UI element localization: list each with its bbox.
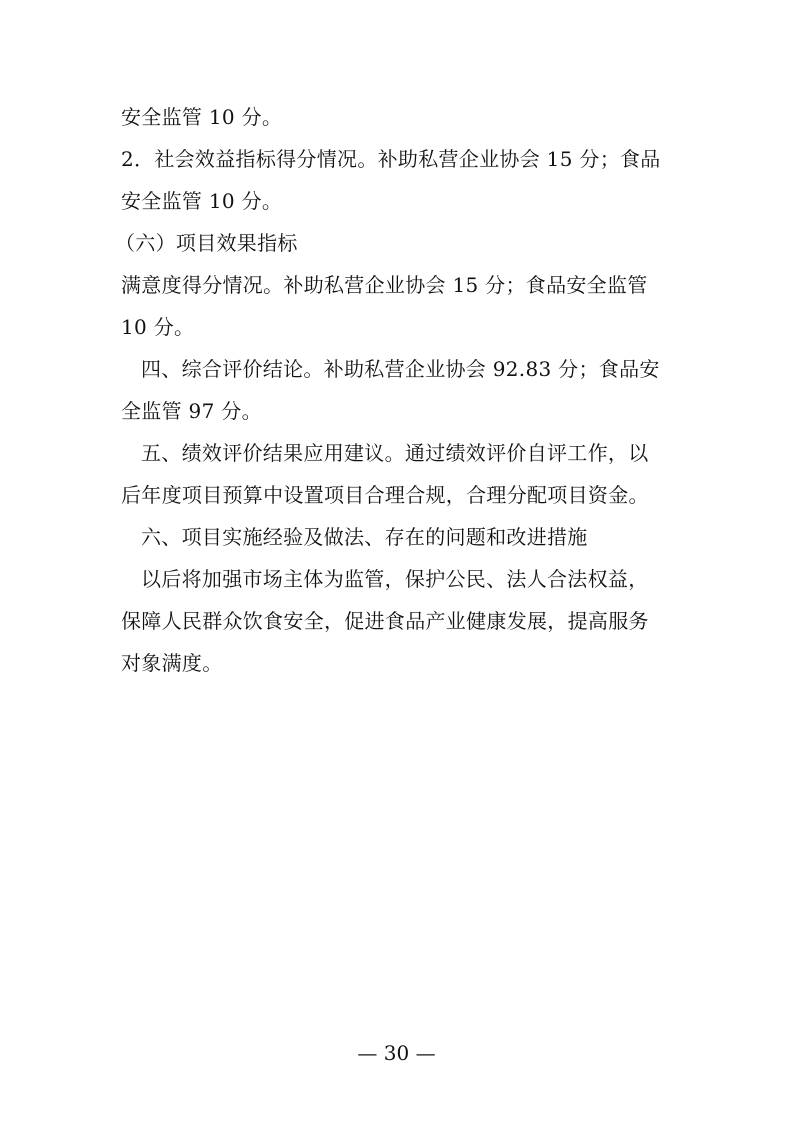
text-line-8: 全监管 97 分。 <box>121 399 262 423</box>
text-line-9: 五、绩效评价结果应用建议。通过绩效评价自评工作，以 <box>141 441 649 465</box>
text-line-7: 四、综合评价结论。补助私营企业协会 92.83 分；食品安 <box>141 357 660 381</box>
text-line-10: 后年度项目预算中设置项目合理合规，合理分配项目资金。 <box>121 483 649 507</box>
text-line-14: 对象满度。 <box>121 651 223 675</box>
text-line-5: 满意度得分情况。补助私营企业协会 15 分；食品安全监管 <box>121 273 648 297</box>
page-number: — 30 — <box>357 1041 436 1065</box>
text-line-1: 安全监管 10 分。 <box>121 105 283 129</box>
text-line-3: 安全监管 10 分。 <box>121 189 283 213</box>
text-line-11: 六、项目实施经验及做法、存在的问题和改进措施 <box>141 525 588 549</box>
text-line-12: 以后将加强市场主体为监管，保护公民、法人合法权益， <box>141 567 649 591</box>
text-line-13: 保障人民群众饮食安全，促进食品产业健康发展，提高服务 <box>121 609 649 633</box>
text-line-2: 2．社会效益指标得分情况。补助私营企业协会 15 分；食品 <box>121 147 661 171</box>
text-line-6: 10 分。 <box>121 315 195 339</box>
section-heading-six: （六）项目效果指标 <box>115 231 298 255</box>
